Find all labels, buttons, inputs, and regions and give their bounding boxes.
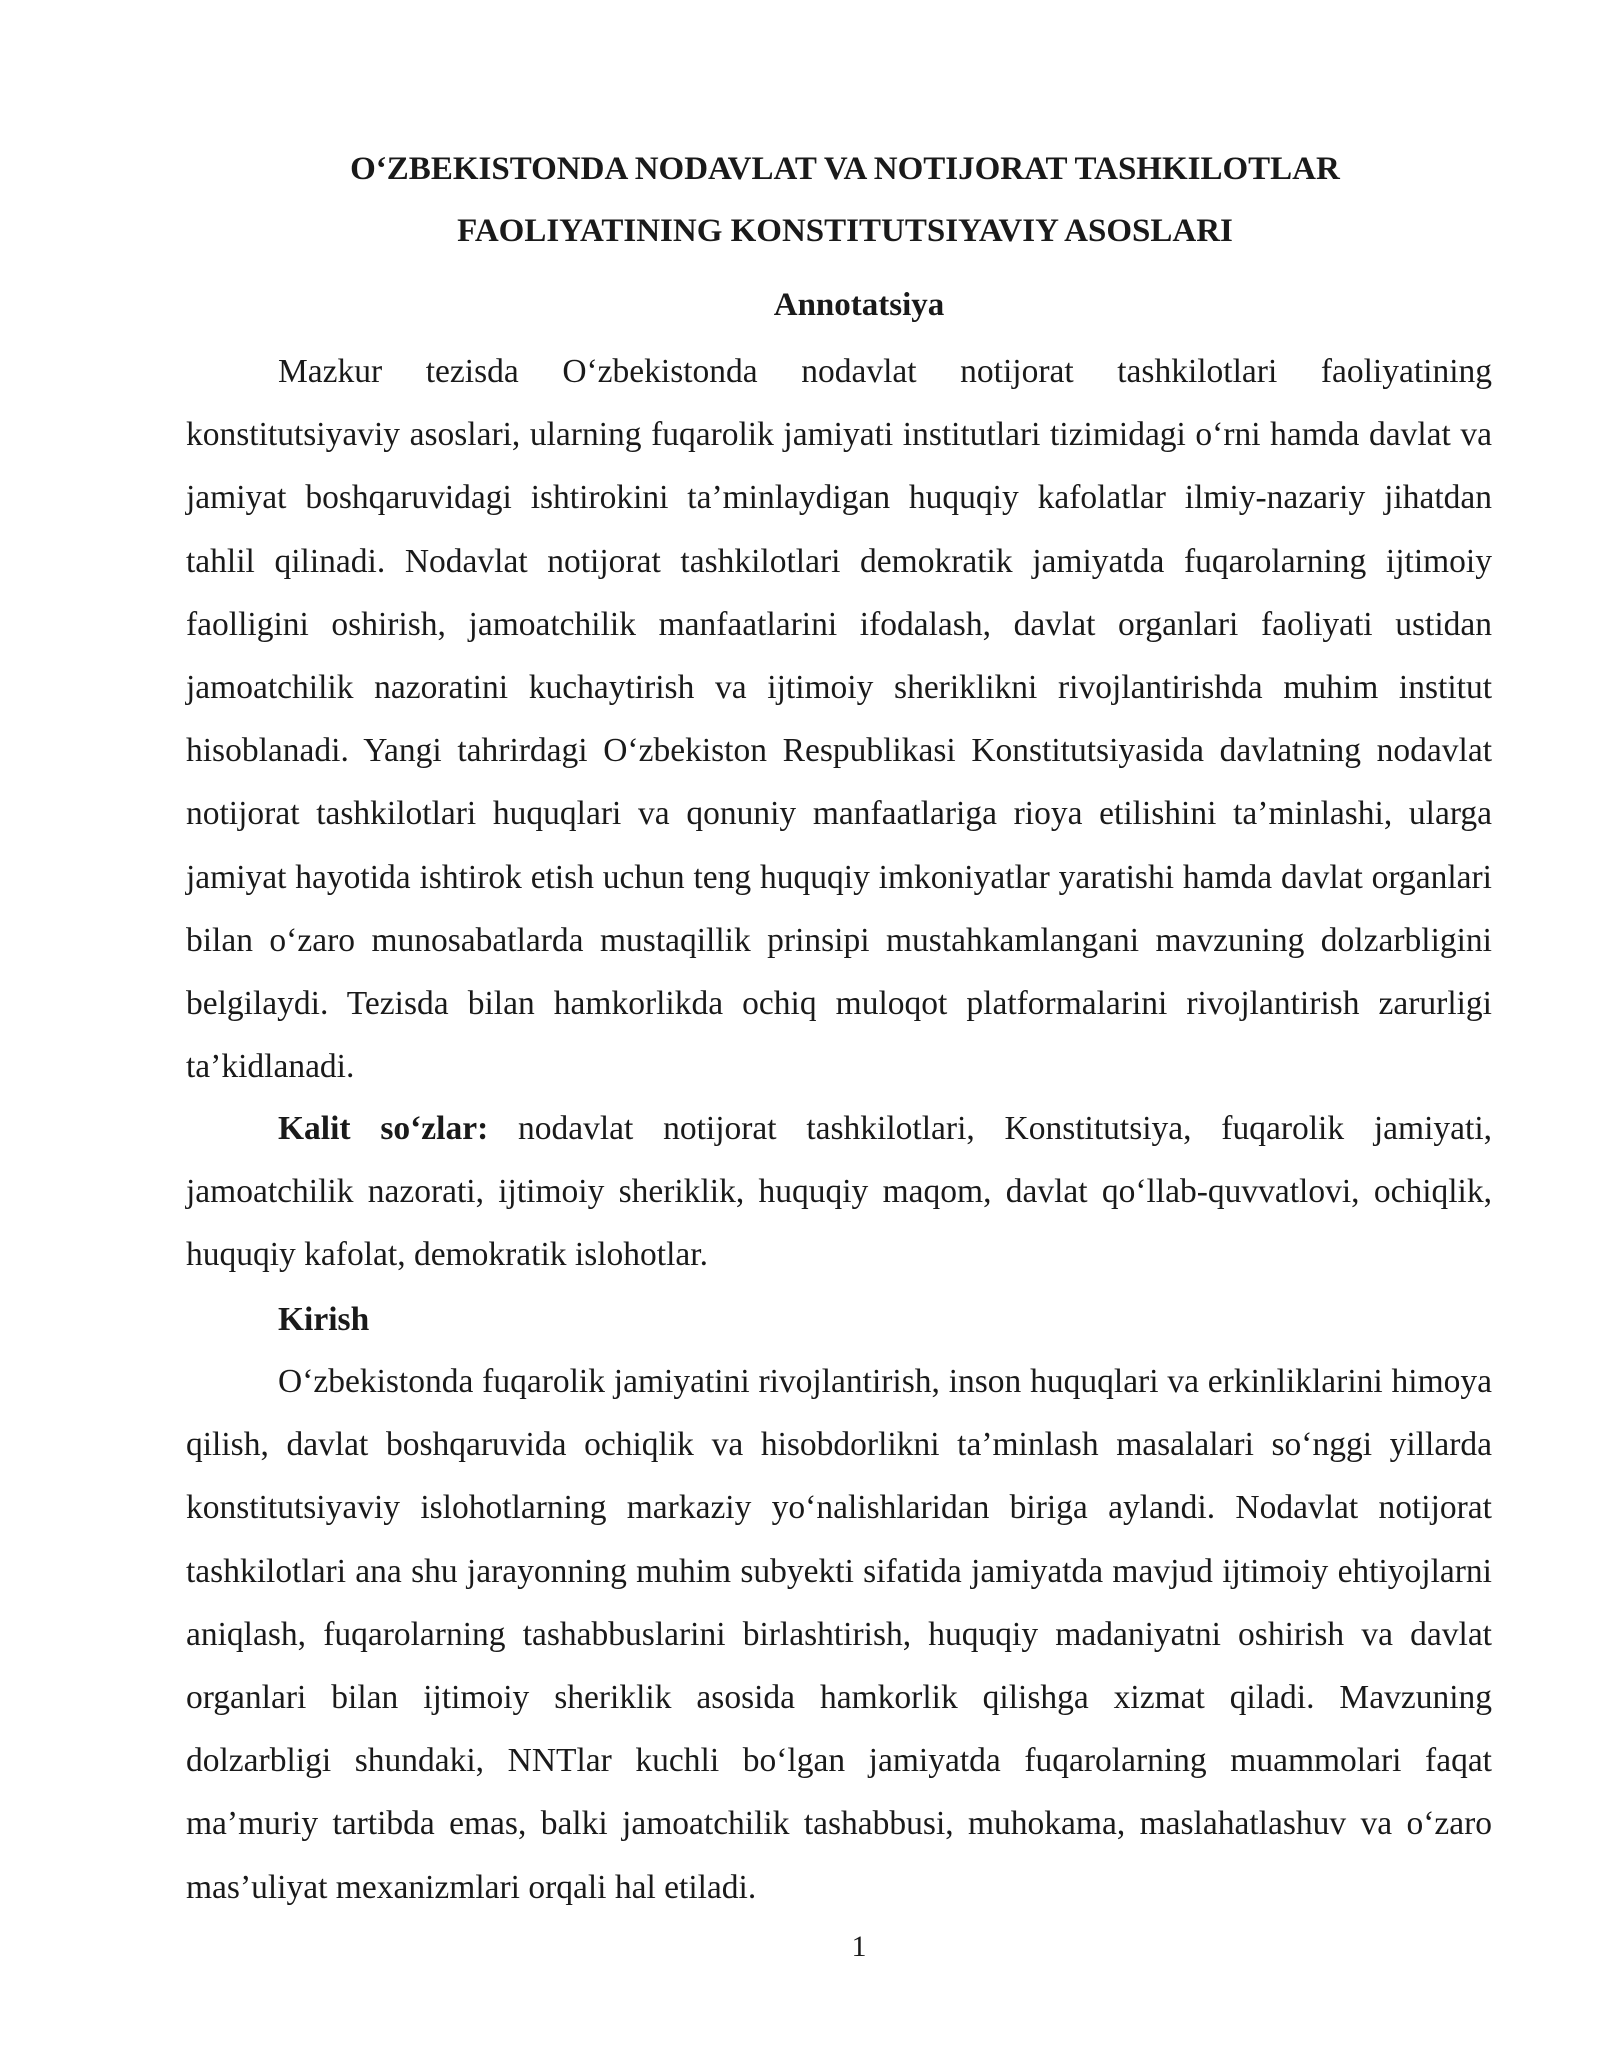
intro-paragraph: O‘zbekistonda fuqarolik jamiyatini rivojlantirish, inson huquqlari va erkinliklarini himoya qilish, davlat boshqaruvida ochiqlik va hisobdorlikni ta’minlash masalalari so‘nggi yillarda konstitutsiyaviy islohotlarning markaziy yo‘nalishlaridan biriga aylandi. Nodavlat notijorat tashkilotlari ana shu jarayonning muhim subyekti sifatida jamiyatda mavjud ijtimoiy ehtiyojlarni aniqlash, fuqarolarning tashabbuslarini birlashtirish, huquqiy madaniyatni oshirish va davlat organlari bilan ijtimoiy sheriklik asosida hamkorlik qilishga xizmat qiladi. Mavzuning dolzarbligi shundaki, NNTlar kuchli bo‘lgan jamiyatda fuqarolarning muammolari faqat ma’muriy tartibda emas, balki jamoatchilik tashabbusi, muhokama, maslahatlashuv va o‘zaro mas’uliyat mexanizmlari orqali hal etiladi. — [186, 1363, 1492, 1906]
title-line-2: FAOLIYATINING KONSTITUTSIYAVIY ASOSLARI — [457, 213, 1233, 249]
page-number: 1 — [851, 1930, 867, 1963]
annotation-heading: Annotatsiya — [773, 287, 945, 323]
intro-heading: Kirish — [278, 1301, 370, 1338]
keywords-list: nodavlat notijorat tashkilotlari, Konstitutsiya, fuqarolik jamiyati, jamoatchilik nazorati, ijtimoiy sheriklik, huquqiy maqom, davlat qo‘llab-quvvatlovi, ochiqlik, huquqiy kafolat, demokratik islohotlar. — [186, 1110, 1492, 1274]
document-title — [200, 138, 1490, 262]
keywords-label: Kalit so‘zlar: — [278, 1110, 489, 1147]
title-line-1: O‘ZBEKISTONDA NODAVLAT VA NOTIJORAT TASHKILOTLAR — [350, 151, 1340, 187]
annotation-paragraph: Mazkur tezisda O‘zbekistonda nodavlat notijorat tashkilotlari faoliyatining konstitutsiyaviy asoslari, ularning fuqarolik jamiyati institutlari tizimidagi o‘rni hamda davlat va jamiyat boshqaruvidagi ishtirokini ta’minlaydigan huquqiy kafolatlar ilmiy-nazariy jihatdan tahlil qilinadi. Nodavlat notijorat tashkilotlari demokratik jamiyatda fuqarolarning ijtimoiy faolligini oshirish, jamoatchilik manfaatlarini ifodalash, davlat organlari faoliyati ustidan jamoatchilik nazoratini kuchaytirish va ijtimoiy sheriklikni rivojlantirishda muhim institut hisoblanadi. Yangi tahrirdagi O‘zbekiston Respublikasi Konstitutsiyasida davlatning nodavlat notijorat tashkilotlari huquqlari va qonuniy manfaatlariga rioya etilishini ta’minlashi, ularga jamiyat hayotida ishtirok etish uchun teng huquqiy imkoniyatlar yaratishi hamda davlat organlari bilan o‘zaro munosabatlarda mustaqillik prinsipi mustahkamlangani mavzuning dolzarbligini belgilaydi. Tezisda bilan hamkorlikda ochiq muloqot platformalarini rivojlantirish zarurligi ta’kidlanadi. — [186, 353, 1492, 1086]
keywords-paragraph — [186, 1097, 1492, 1287]
